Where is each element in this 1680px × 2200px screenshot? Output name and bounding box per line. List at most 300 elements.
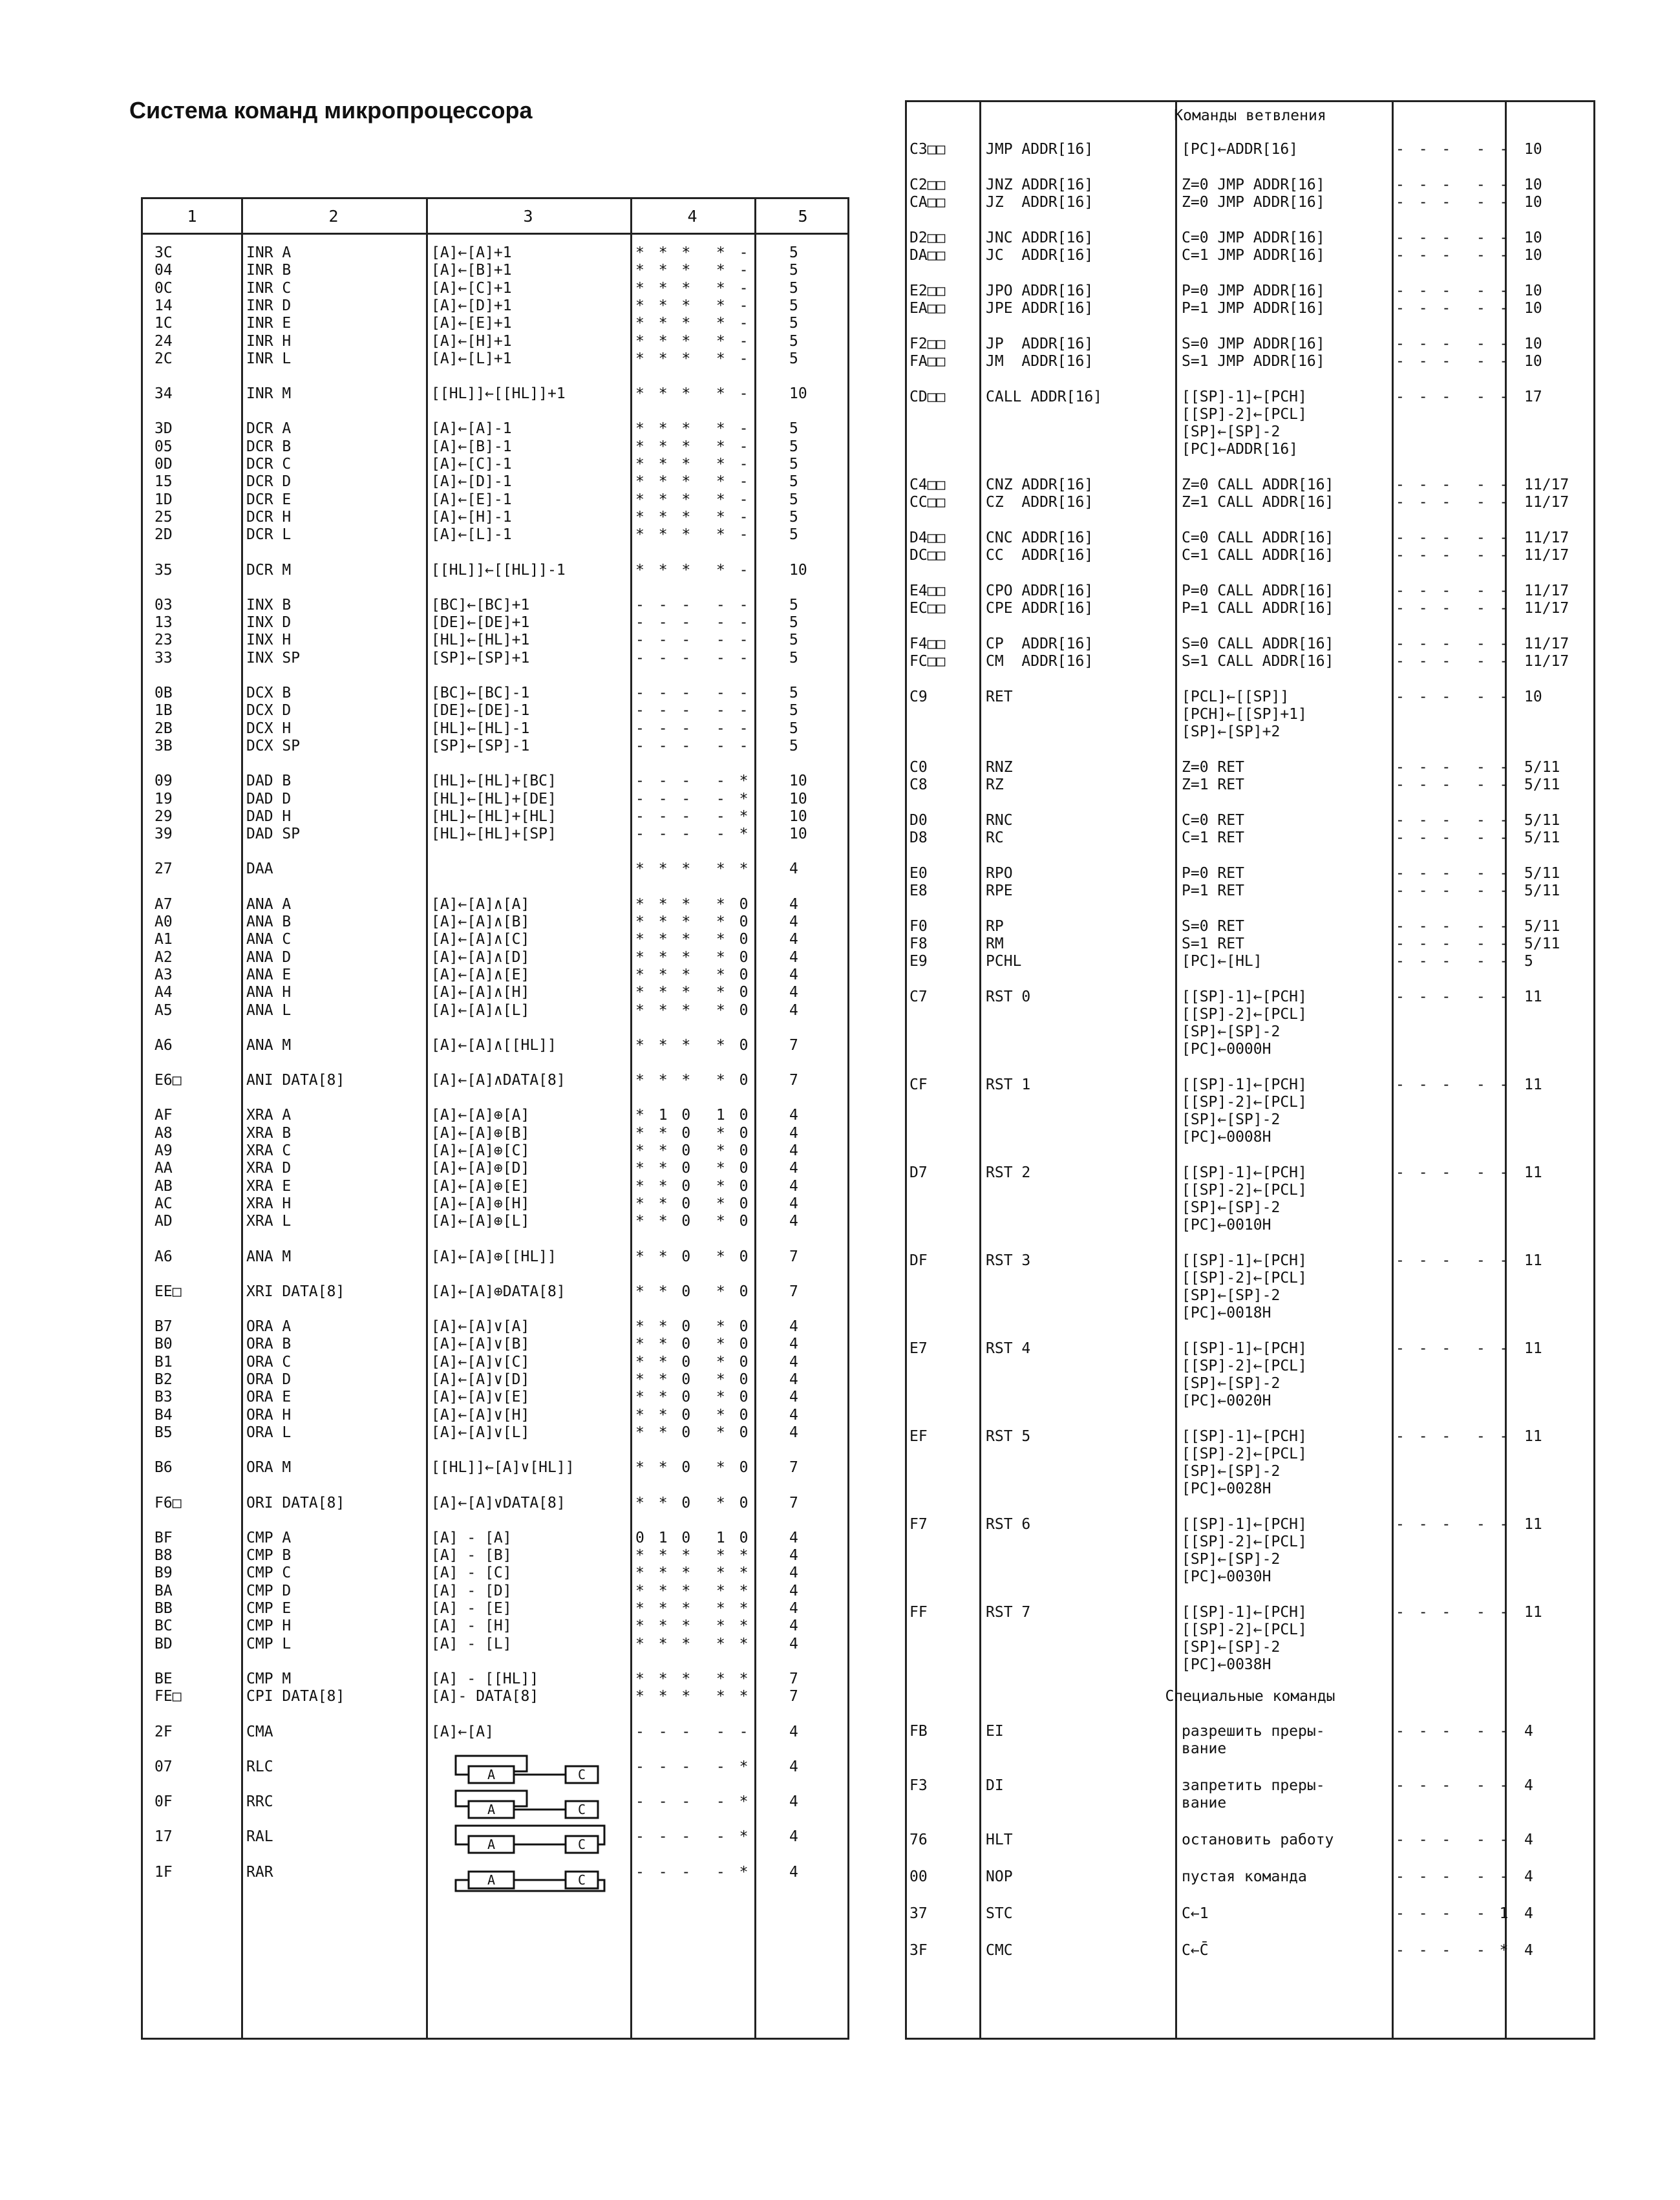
cycles-cell: 10 xyxy=(789,385,807,403)
opcode-cell: 3B xyxy=(154,737,173,754)
flags-cell: - - - - - xyxy=(1396,389,1511,405)
cycles-cell: 4 xyxy=(789,1177,798,1195)
flags-cell: - - - - - xyxy=(1396,600,1511,617)
flags-cell: - - - - - xyxy=(635,685,751,701)
cycles-cell: 4 xyxy=(789,1353,798,1371)
operation-cell: [BC]←[BC]-1 xyxy=(431,685,530,701)
mnemonic-cell: JM ADDR[16] xyxy=(986,353,1094,370)
mnemonic-cell: JNC ADDR[16] xyxy=(986,230,1094,246)
operation-cell: [A]←[C]+1 xyxy=(431,279,512,297)
flags-cell: - - - - * xyxy=(1396,1942,1511,1959)
mnemonic-cell: CPE ADDR[16] xyxy=(986,600,1094,617)
opcode-cell: F4□□ xyxy=(909,635,946,652)
operation-cell: S=0 CALL ADDR[16] xyxy=(1182,635,1334,652)
cycles-cell: 11 xyxy=(1524,1076,1542,1093)
mnemonic-cell: CM ADDR[16] xyxy=(986,653,1094,670)
mnemonic-cell: INX SP xyxy=(246,649,301,667)
mnemonic-cell: RAL xyxy=(246,1828,273,1846)
flags-cell: * * * * 0 xyxy=(635,1001,751,1019)
left-command-table xyxy=(141,197,849,2040)
opcode-cell: BF xyxy=(154,1529,173,1546)
flags-cell: - - - - - xyxy=(1396,865,1511,882)
opcode-cell: C0 xyxy=(909,759,928,776)
operation-cell: запретить преры- xyxy=(1182,1777,1325,1794)
flags-cell: * * * * - xyxy=(635,350,751,367)
operation-cell: S=1 JMP ADDR[16] xyxy=(1182,353,1325,370)
mnemonic-cell: ORA B xyxy=(246,1336,292,1353)
opcode-cell: F3 xyxy=(909,1777,928,1794)
cycles-cell: 7 xyxy=(789,1283,798,1300)
mnemonic-cell: XRI DATA[8] xyxy=(246,1283,345,1300)
operation-cell: [HL]←[HL]+[BC] xyxy=(431,773,557,790)
mnemonic-cell: CMP D xyxy=(246,1582,292,1599)
flags-cell: * * * * 0 xyxy=(635,948,751,966)
flags-cell: - - - - - xyxy=(1396,494,1511,511)
opcode-cell: BB xyxy=(154,1600,173,1617)
mnemonic-cell: CNZ ADDR[16] xyxy=(986,476,1094,493)
flags-cell: * 1 0 1 0 xyxy=(635,1107,751,1124)
opcode-cell: CF xyxy=(909,1076,928,1093)
flags-cell: * * * * - xyxy=(635,438,751,455)
cycles-cell: 5 xyxy=(789,614,798,632)
cycles-cell: 4 xyxy=(1524,1832,1533,1848)
cycles-cell: 10 xyxy=(789,561,807,579)
opcode-cell: C7 xyxy=(909,988,928,1005)
mnemonic-cell: ORA E xyxy=(246,1389,292,1406)
opcode-cell: CD□□ xyxy=(909,389,946,405)
opcode-cell: A2 xyxy=(154,948,173,966)
carry-c-label: C xyxy=(577,1766,586,1782)
operation-cell: P=0 CALL ADDR[16] xyxy=(1182,582,1334,599)
register-a-label: A xyxy=(487,1766,496,1782)
column-header-1: 1 xyxy=(187,207,197,226)
flags-cell: - - - - - xyxy=(1396,547,1511,564)
operation-cell: [[HL]]←[[HL]]+1 xyxy=(431,385,566,403)
opcode-cell: 2B xyxy=(154,720,173,737)
operation-cell: [A]←[A]+1 xyxy=(431,244,512,261)
operation-cell: [[SP]-1]←[PCH] xyxy=(1182,988,1307,1005)
opcode-cell: 1D xyxy=(154,491,173,508)
cycles-cell: 5 xyxy=(789,438,798,455)
cycles-cell: 5 xyxy=(789,473,798,491)
cycles-cell: 4 xyxy=(789,966,798,983)
flags-cell: - - - - - xyxy=(1396,1832,1511,1848)
opcode-cell: EA□□ xyxy=(909,300,946,317)
opcode-cell: 07 xyxy=(154,1758,173,1775)
cycles-cell: 4 xyxy=(1524,1942,1533,1959)
operation-cell: P=1 JMP ADDR[16] xyxy=(1182,300,1325,317)
mnemonic-cell: JMP ADDR[16] xyxy=(986,141,1094,158)
opcode-cell: F6□ xyxy=(154,1494,182,1511)
opcode-cell: C8 xyxy=(909,776,928,793)
opcode-cell: EE□ xyxy=(154,1283,182,1300)
cycles-cell: 5/11 xyxy=(1524,935,1560,952)
operation-cell: [A]←[A]⊕[D] xyxy=(431,1160,530,1177)
flags-cell: * * * * - xyxy=(635,297,751,314)
mnemonic-cell: ANA L xyxy=(246,1001,292,1019)
mnemonic-cell: ANA B xyxy=(246,913,292,930)
cycles-cell: 5/11 xyxy=(1524,829,1560,846)
opcode-cell: 1B xyxy=(154,702,173,720)
mnemonic-cell: DCR M xyxy=(246,561,292,579)
operation-cell: [[SP]-1]←[PCH] xyxy=(1182,389,1307,405)
mnemonic-cell: CZ ADDR[16] xyxy=(986,494,1094,511)
flags-cell: * * * * - xyxy=(635,244,751,261)
flags-cell: * * 0 * 0 xyxy=(635,1195,751,1212)
flags-cell: - - - - - xyxy=(1396,812,1511,829)
mnemonic-cell: INX B xyxy=(246,596,292,614)
flags-cell: 0 1 0 1 0 xyxy=(635,1529,751,1546)
mnemonic-cell: XRA D xyxy=(246,1160,292,1177)
opcode-cell: FA□□ xyxy=(909,353,946,370)
mnemonic-cell: ANA H xyxy=(246,984,292,1001)
flags-cell: - - - - - xyxy=(1396,1252,1511,1269)
operation-cell: [PC]←ADDR[16] xyxy=(1182,141,1299,158)
mnemonic-cell: CNC ADDR[16] xyxy=(986,529,1094,546)
opcode-cell: 3F xyxy=(909,1942,928,1959)
cycles-cell: 17 xyxy=(1524,389,1542,405)
operation-cell: [A]←[E]+1 xyxy=(431,315,512,332)
cycles-cell: 10 xyxy=(1524,247,1542,264)
operation-cell: [A]←[A]⊕[A] xyxy=(431,1107,530,1124)
mnemonic-cell: CALL ADDR[16] xyxy=(986,389,1103,405)
opcode-cell: B3 xyxy=(154,1389,173,1406)
opcode-cell: 33 xyxy=(154,649,173,667)
opcode-cell: C4□□ xyxy=(909,476,946,493)
opcode-cell: A4 xyxy=(154,984,173,1001)
flags-cell: - - - - - xyxy=(1396,759,1511,776)
cycles-cell: 10 xyxy=(1524,300,1542,317)
cycles-cell: 10 xyxy=(1524,176,1542,193)
cycles-cell: 4 xyxy=(789,1600,798,1617)
operation-cell: [SP]←[SP]+2 xyxy=(1182,723,1281,740)
flags-cell: - - - - - xyxy=(1396,247,1511,264)
mnemonic-cell: XRA E xyxy=(246,1177,292,1195)
operation-cell: [A] - [H] xyxy=(431,1618,512,1635)
operation-cell: Z=0 RET xyxy=(1182,759,1244,776)
cycles-cell: 4 xyxy=(789,1529,798,1546)
opcode-cell: F0 xyxy=(909,918,928,935)
mnemonic-cell: INR L xyxy=(246,350,292,367)
opcode-cell: B9 xyxy=(154,1565,173,1582)
flags-cell: - - - - 1 xyxy=(1396,1905,1511,1922)
operation-cell: [A]←[A]∧[D] xyxy=(431,948,530,966)
flags-cell: - - - - * xyxy=(635,790,751,807)
opcode-cell: DA□□ xyxy=(909,247,946,264)
mnemonic-cell: DCR H xyxy=(246,508,292,526)
cycles-cell: 10 xyxy=(1524,230,1542,246)
column-header-5: 5 xyxy=(798,207,808,226)
cycles-cell: 4 xyxy=(789,1160,798,1177)
mnemonic-cell: ANA M xyxy=(246,1036,292,1054)
mnemonic-cell: PCHL xyxy=(986,953,1022,970)
operation-cell: [A]←[A]∨[B] xyxy=(431,1336,530,1353)
mnemonic-cell: RPO xyxy=(986,865,1013,882)
flags-cell: * * * * * xyxy=(635,1547,751,1565)
cycles-cell: 11 xyxy=(1524,1428,1542,1445)
operation-cell: [DE]←[DE]-1 xyxy=(431,702,530,720)
opcode-cell: FF xyxy=(909,1604,928,1621)
operation-cell: [A] - [D] xyxy=(431,1582,512,1599)
operation-cell: [A] - [L] xyxy=(431,1635,512,1652)
opcode-cell: A9 xyxy=(154,1142,173,1159)
cycles-cell: 4 xyxy=(789,1635,798,1652)
opcode-cell: E8 xyxy=(909,882,928,899)
operation-cell: [A]←[A]∧[E] xyxy=(431,966,530,983)
cycles-cell: 5 xyxy=(789,632,798,649)
cycles-cell: 4 xyxy=(1524,1777,1533,1794)
operation-cell: P=1 CALL ADDR[16] xyxy=(1182,600,1334,617)
mnemonic-cell: DCR A xyxy=(246,420,292,438)
flags-cell: * * 0 * 0 xyxy=(635,1248,751,1265)
operation-cell: [A] - [A] xyxy=(431,1529,512,1546)
flags-cell: * * 0 * 0 xyxy=(635,1353,751,1371)
flags-cell: - - - - - xyxy=(1396,1428,1511,1445)
mnemonic-cell: CMP L xyxy=(246,1635,292,1652)
flags-cell: - - - - * xyxy=(635,807,751,825)
rotate-diagram-ral xyxy=(443,1822,611,1858)
cycles-cell: 4 xyxy=(789,1565,798,1582)
cycles-cell: 4 xyxy=(789,1863,798,1881)
cycles-cell: 5/11 xyxy=(1524,918,1560,935)
cycles-cell: 5 xyxy=(789,315,798,332)
cycles-cell: 11 xyxy=(1524,1604,1542,1621)
mnemonic-cell: XRA B xyxy=(246,1124,292,1142)
opcode-cell: 76 xyxy=(909,1832,928,1848)
cycles-cell: 11/17 xyxy=(1524,494,1569,511)
flags-cell: - - - - - xyxy=(1396,476,1511,493)
operation-cell: [A]←[B]-1 xyxy=(431,438,512,455)
cycles-cell: 10 xyxy=(1524,353,1542,370)
opcode-cell: A3 xyxy=(154,966,173,983)
flags-cell: * * * * 0 xyxy=(635,931,751,948)
flags-cell: - - - - - xyxy=(1396,653,1511,670)
flags-cell: * * * * * xyxy=(635,1635,751,1652)
opcode-cell: 0D xyxy=(154,456,173,473)
opcode-cell: A0 xyxy=(154,913,173,930)
operation-cell: [A]←[A]⊕[B] xyxy=(431,1124,530,1142)
mnemonic-cell: INR D xyxy=(246,297,292,314)
flags-cell: - - - - - xyxy=(1396,689,1511,705)
mnemonic-cell: RNC xyxy=(986,812,1013,829)
operation-cell: [PC]←0038H xyxy=(1182,1656,1271,1673)
opcode-cell: DF xyxy=(909,1252,928,1269)
opcode-cell: 27 xyxy=(154,860,173,878)
cycles-cell: 4 xyxy=(789,1582,798,1599)
operation-cell: [[SP]-2]←[PCL] xyxy=(1182,1446,1307,1462)
operation-cell: [[SP]-2]←[PCL] xyxy=(1182,1182,1307,1199)
opcode-cell: B6 xyxy=(154,1459,173,1477)
opcode-cell: F2□□ xyxy=(909,336,946,352)
mnemonic-cell: NOP xyxy=(986,1868,1013,1885)
flags-cell: - - - - - xyxy=(635,632,751,649)
cycles-cell: 4 xyxy=(789,1318,798,1336)
opcode-cell: B1 xyxy=(154,1353,173,1371)
cycles-cell: 4 xyxy=(789,931,798,948)
mnemonic-cell: ANI DATA[8] xyxy=(246,1072,345,1089)
operation-cell: [A]←[A]∧DATA[8] xyxy=(431,1072,566,1089)
cycles-cell: 11 xyxy=(1524,1252,1542,1269)
cycles-cell: 11/17 xyxy=(1524,476,1569,493)
opcode-cell: 19 xyxy=(154,790,173,807)
opcode-cell: EC□□ xyxy=(909,600,946,617)
cycles-cell: 5/11 xyxy=(1524,812,1560,829)
operation-cell: [A] - [C] xyxy=(431,1565,512,1582)
flags-cell: - - - - - xyxy=(1396,1723,1511,1740)
opcode-cell: A8 xyxy=(154,1124,173,1142)
operation-cell: [A]←[H]-1 xyxy=(431,508,512,526)
cycles-cell: 4 xyxy=(789,1424,798,1441)
mnemonic-cell: CMP M xyxy=(246,1670,292,1687)
mnemonic-cell: CMP H xyxy=(246,1618,292,1635)
flags-cell: - - - - - xyxy=(1396,336,1511,352)
operation-cell: [HL]←[HL]+1 xyxy=(431,632,530,649)
flags-cell: * * * * - xyxy=(635,315,751,332)
flags-cell: - - - - - xyxy=(635,596,751,614)
mnemonic-cell: DCR L xyxy=(246,526,292,544)
flags-cell: - - - - - xyxy=(635,702,751,720)
flags-cell: - - - - - xyxy=(1396,1516,1511,1533)
opcode-cell: D8 xyxy=(909,829,928,846)
opcode-cell: 0F xyxy=(154,1793,173,1811)
opcode-cell: 00 xyxy=(909,1868,928,1885)
opcode-cell: E7 xyxy=(909,1340,928,1357)
mnemonic-cell: JPO ADDR[16] xyxy=(986,283,1094,299)
mnemonic-cell: DCR C xyxy=(246,456,292,473)
operation-cell: [A] - [[HL]] xyxy=(431,1670,539,1687)
mnemonic-cell: CC ADDR[16] xyxy=(986,547,1094,564)
mnemonic-cell: RNZ xyxy=(986,759,1013,776)
mnemonic-cell: RPE xyxy=(986,882,1013,899)
operation-cell: [[SP]-1]←[PCH] xyxy=(1182,1164,1307,1181)
flags-cell: * * * * 0 xyxy=(635,913,751,930)
operation-cell: [A]←[D]-1 xyxy=(431,473,512,491)
opcode-cell: AB xyxy=(154,1177,173,1195)
operation-cell: C=1 JMP ADDR[16] xyxy=(1182,247,1325,264)
opcode-cell: BC xyxy=(154,1618,173,1635)
operation-cell: [HL]←[HL]+[DE] xyxy=(431,790,557,807)
flags-cell: * * 0 * 0 xyxy=(635,1336,751,1353)
opcode-cell: FC□□ xyxy=(909,653,946,670)
mnemonic-cell: DCR D xyxy=(246,473,292,491)
operation-cell: [SP]←[SP]-2 xyxy=(1182,1023,1281,1040)
cycles-cell: 4 xyxy=(1524,1723,1533,1740)
flags-cell: * * * * 0 xyxy=(635,1072,751,1089)
opcode-cell: F7 xyxy=(909,1516,928,1533)
cycles-cell: 5 xyxy=(789,491,798,508)
operation-cell: [A] - [B] xyxy=(431,1547,512,1565)
cycles-cell: 4 xyxy=(789,984,798,1001)
cycles-cell: 4 xyxy=(789,1336,798,1353)
rotate-diagram-rar xyxy=(443,1857,611,1894)
cycles-cell: 5 xyxy=(789,685,798,701)
flags-cell: * * * * - xyxy=(635,491,751,508)
mnemonic-cell: CMP E xyxy=(246,1600,292,1617)
carry-c-label: C xyxy=(577,1872,586,1888)
flags-cell: - - - - - xyxy=(1396,230,1511,246)
operation-cell: [A]←[A]∧[C] xyxy=(431,931,530,948)
opcode-cell: A5 xyxy=(154,1001,173,1019)
cycles-cell: 4 xyxy=(789,1371,798,1388)
flags-cell: - - - - - xyxy=(1396,829,1511,846)
cycles-cell: 5 xyxy=(789,737,798,754)
operation-cell: [A]- DATA[8] xyxy=(431,1688,539,1705)
mnemonic-cell: DI xyxy=(986,1777,1004,1794)
mnemonic-cell: RST 0 xyxy=(986,988,1031,1005)
cycles-cell: 4 xyxy=(1524,1868,1533,1885)
operation-cell: [A]←[A]∨[E] xyxy=(431,1389,530,1406)
operation-cell: [A]←[D]+1 xyxy=(431,297,512,314)
cycles-cell: 7 xyxy=(789,1248,798,1265)
cycles-cell: 7 xyxy=(789,1459,798,1477)
flags-cell: * * * * 0 xyxy=(635,895,751,913)
cycles-cell: 10 xyxy=(789,826,807,843)
opcode-cell: 3C xyxy=(154,244,173,261)
operation-cell: [A]←[A]∨[L] xyxy=(431,1424,530,1441)
flags-cell: * * 0 * 0 xyxy=(635,1371,751,1388)
mnemonic-cell: XRA A xyxy=(246,1107,292,1124)
flags-cell: * * * * - xyxy=(635,262,751,279)
opcode-cell: 37 xyxy=(909,1905,928,1922)
mnemonic-cell: ANA A xyxy=(246,895,292,913)
flags-cell: - - - - - xyxy=(1396,953,1511,970)
operation-cell: C←C̄ xyxy=(1182,1942,1209,1959)
cycles-cell: 10 xyxy=(1524,141,1542,158)
flags-cell: - - - - - xyxy=(635,737,751,754)
cycles-cell: 5 xyxy=(789,596,798,614)
opcode-cell: EF xyxy=(909,1428,928,1445)
flags-cell: - - - - - xyxy=(1396,935,1511,952)
mnemonic-cell: DAA xyxy=(246,860,273,878)
operation-cell: вание xyxy=(1182,1795,1227,1811)
cycles-cell: 11 xyxy=(1524,1340,1542,1357)
mnemonic-cell: ANA M xyxy=(246,1248,292,1265)
mnemonic-cell: RP xyxy=(986,918,1004,935)
column-header-2: 2 xyxy=(328,207,339,226)
operation-cell: Z=1 RET xyxy=(1182,776,1244,793)
cycles-cell: 4 xyxy=(789,948,798,966)
operation-cell: [A]←[A]⊕[H] xyxy=(431,1195,530,1212)
cycles-cell: 11 xyxy=(1524,988,1542,1005)
operation-cell: [BC]←[BC]+1 xyxy=(431,596,530,614)
register-a-label: A xyxy=(487,1802,496,1818)
opcode-cell: AD xyxy=(154,1213,173,1230)
cycles-cell: 5 xyxy=(789,279,798,297)
mnemonic-cell: HLT xyxy=(986,1832,1013,1848)
mnemonic-cell: RST 5 xyxy=(986,1428,1031,1445)
opcode-cell: D2□□ xyxy=(909,230,946,246)
mnemonic-cell: XRA L xyxy=(246,1213,292,1230)
mnemonic-cell: ORA L xyxy=(246,1424,292,1441)
opcode-cell: A7 xyxy=(154,895,173,913)
cycles-cell: 4 xyxy=(1524,1905,1533,1922)
opcode-cell: 15 xyxy=(154,473,173,491)
flags-cell: * * * * - xyxy=(635,473,751,491)
operation-cell: [A]←[A]⊕[E] xyxy=(431,1177,530,1195)
flags-cell: - - - - - xyxy=(1396,882,1511,899)
opcode-cell: C9 xyxy=(909,689,928,705)
cycles-cell: 5 xyxy=(789,332,798,350)
cycles-cell: 7 xyxy=(789,1670,798,1687)
mnemonic-cell: RST 4 xyxy=(986,1340,1031,1357)
column-header-3: 3 xyxy=(523,207,533,226)
operation-cell: [[SP]-1]←[PCH] xyxy=(1182,1340,1307,1357)
mnemonic-cell: RST 7 xyxy=(986,1604,1031,1621)
cycles-cell: 11/17 xyxy=(1524,635,1569,652)
mnemonic-cell: RM xyxy=(986,935,1004,952)
rotate-diagram-rrc xyxy=(443,1787,611,1823)
cycles-cell: 4 xyxy=(789,1793,798,1811)
